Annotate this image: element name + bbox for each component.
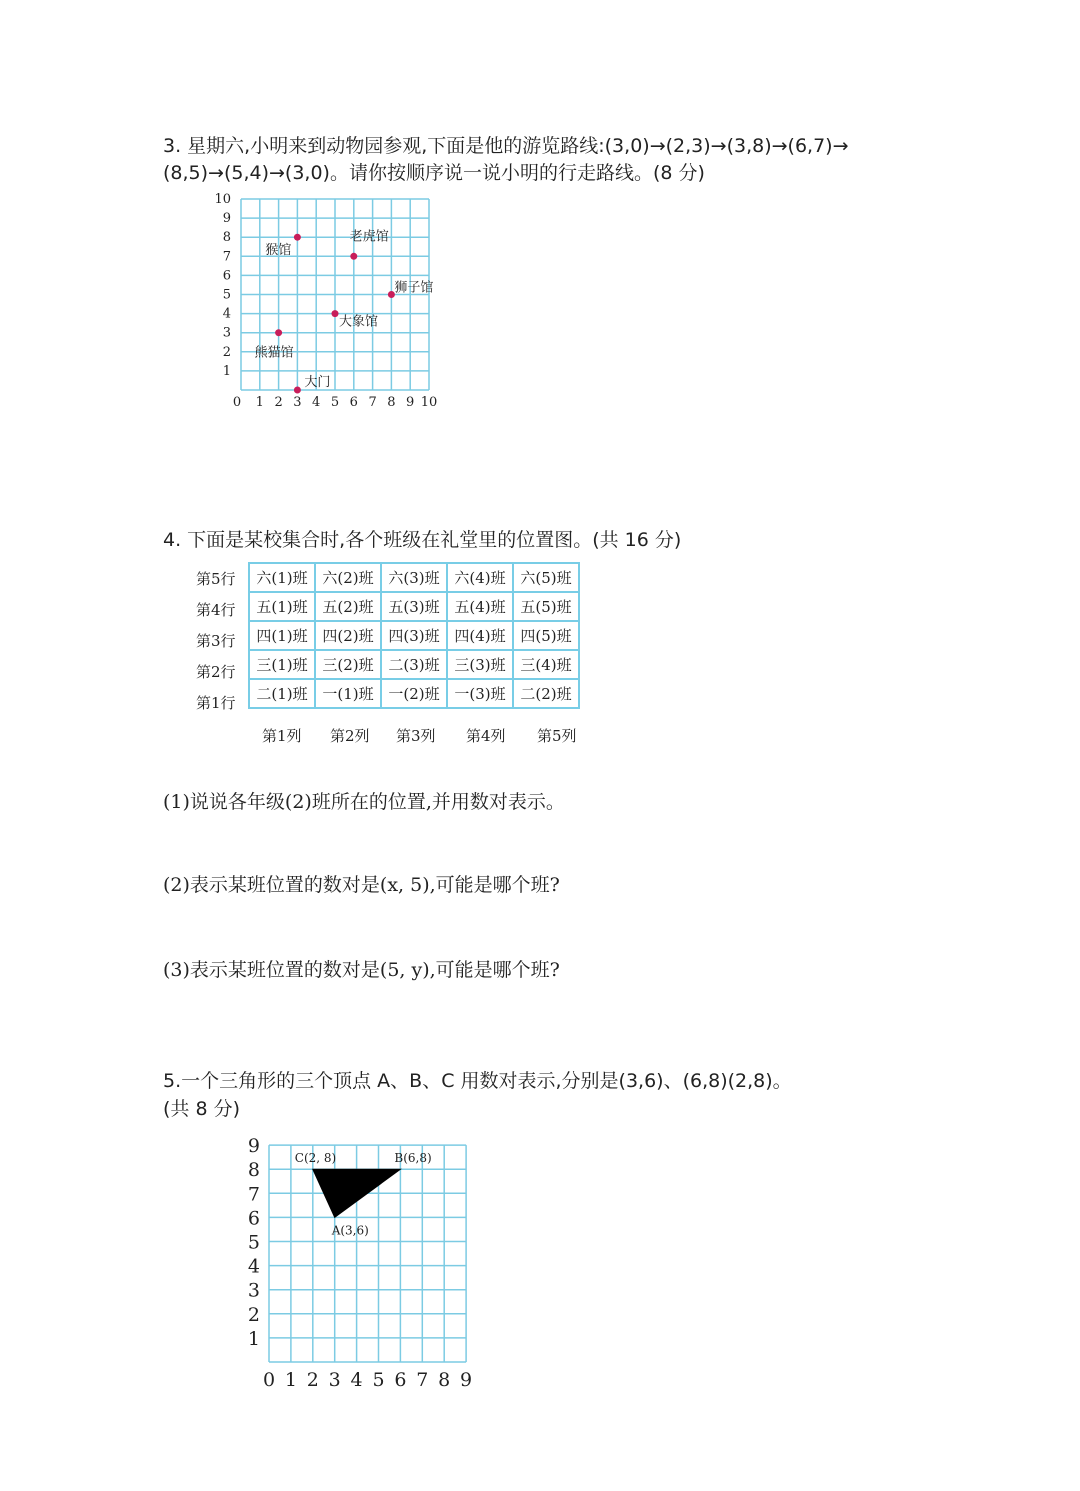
row-label-5: 第5行 xyxy=(196,570,236,588)
point-label: 大门 xyxy=(304,375,331,390)
x-tick-label: 8 xyxy=(438,1369,451,1391)
x-tick-label: 4 xyxy=(350,1369,363,1391)
table-cell: 四(2)班 xyxy=(315,621,381,650)
table-cell: 五(4)班 xyxy=(447,592,513,621)
table-cell: 四(5)班 xyxy=(513,621,579,650)
y-tick-label: 2 xyxy=(247,1303,260,1326)
q5-line1: 5.一个三角形的三个顶点 A、B、C 用数对表示,分别是(3,6)、(6,8)(2,8)。 xyxy=(163,1070,792,1092)
x-tick-label: 3 xyxy=(293,395,302,410)
x-tick-label: 3 xyxy=(328,1369,341,1391)
table-cell: 六(4)班 xyxy=(447,563,513,592)
y-tick-label: 1 xyxy=(222,363,231,379)
q4-sub3: (3)表示某班位置的数对是(5, y),可能是哪个班? xyxy=(163,959,560,981)
table-cell: 五(5)班 xyxy=(513,592,579,621)
x-tick-label: 9 xyxy=(460,1369,473,1391)
x-tick-label: 6 xyxy=(394,1369,407,1391)
point-label: 大象馆 xyxy=(339,314,379,330)
x-tick-label: 1 xyxy=(284,1369,297,1391)
y-tick-label: 7 xyxy=(247,1183,260,1206)
x-tick-label: 0 xyxy=(262,1369,276,1391)
table-cell: 四(1)班 xyxy=(249,621,315,650)
point-label: 熊猫馆 xyxy=(254,345,294,361)
table-cell: 二(2)班 xyxy=(513,679,579,708)
y-tick-label: 8 xyxy=(222,230,231,246)
col-label-4: 第4列 xyxy=(466,727,506,745)
vertex-label: B(6,8) xyxy=(394,1151,432,1166)
x-tick-label: 7 xyxy=(416,1369,429,1391)
q4-sub1: (1)说说各年级(2)班所在的位置,并用数对表示。 xyxy=(163,791,565,813)
x-tick-label: 7 xyxy=(368,395,377,410)
y-tick-label: 5 xyxy=(222,287,231,303)
y-tick-label: 1 xyxy=(247,1327,260,1350)
x-tick-label: 10 xyxy=(420,395,438,410)
q3-line1: 3. 星期六,小明来到动物园参观,下面是他的游览路线:(3,0)→(2,3)→(3,8)→(6,7)→ xyxy=(163,135,849,157)
y-tick-label: 2 xyxy=(222,344,231,360)
x-tick-label: 9 xyxy=(406,395,415,410)
table-cell: 五(1)班 xyxy=(249,592,315,621)
table-cell: 三(1)班 xyxy=(249,650,315,679)
q3-line2: (8,5)→(5,4)→(3,0)。请你按顺序说一说小明的行走路线。(8 分) xyxy=(163,162,705,184)
q4-sub2: (2)表示某班位置的数对是(x, 5),可能是哪个班? xyxy=(163,874,560,896)
table-cell: 三(2)班 xyxy=(315,650,381,679)
point-label: 狮子馆 xyxy=(394,280,434,296)
table-cell: 五(2)班 xyxy=(315,592,381,621)
x-tick-label: 8 xyxy=(387,395,396,410)
table-cell: 四(4)班 xyxy=(447,621,513,650)
col-label-1: 第1列 xyxy=(262,727,302,745)
q4-title: 4. 下面是某校集合时,各个班级在礼堂里的位置图。(共 16 分) xyxy=(163,529,682,551)
table-cell: 五(3)班 xyxy=(381,592,447,621)
x-tick-label: 4 xyxy=(312,395,321,410)
row-label-2: 第2行 xyxy=(196,663,236,681)
y-tick-label: 6 xyxy=(247,1207,260,1230)
vertex-label: A(3,6) xyxy=(331,1223,369,1238)
col-label-3: 第3列 xyxy=(396,727,436,745)
y-tick-label: 3 xyxy=(222,325,231,341)
x-tick-label: 5 xyxy=(330,395,340,410)
table-cell: 一(2)班 xyxy=(381,679,447,708)
y-tick-label: 9 xyxy=(222,211,231,227)
table-cell: 四(3)班 xyxy=(381,621,447,650)
y-tick-label: 6 xyxy=(222,268,231,284)
point-label: 猴馆 xyxy=(265,243,292,259)
table-cell: 六(3)班 xyxy=(381,563,447,592)
point-label: 老虎馆 xyxy=(349,229,389,245)
x-tick-label: 6 xyxy=(349,395,358,410)
q5-line2: (共 8 分) xyxy=(163,1098,240,1120)
table-cell: 六(2)班 xyxy=(315,563,381,592)
table-cell: 二(1)班 xyxy=(249,679,315,708)
table-cell: 二(3)班 xyxy=(381,650,447,679)
y-tick-label: 8 xyxy=(247,1159,260,1182)
table-cell: 六(5)班 xyxy=(513,563,579,592)
y-tick-label: 7 xyxy=(222,249,231,265)
table-cell: 一(1)班 xyxy=(315,679,381,708)
y-tick-label: 4 xyxy=(222,306,231,322)
x-tick-label: 1 xyxy=(255,395,264,410)
row-label-1: 第1行 xyxy=(196,694,236,712)
row-label-4: 第4行 xyxy=(196,601,236,619)
table-cell: 三(3)班 xyxy=(447,650,513,679)
col-label-2: 第2列 xyxy=(330,727,370,745)
y-tick-label: 3 xyxy=(247,1279,260,1302)
table-cell: 一(3)班 xyxy=(447,679,513,708)
x-tick-label: 2 xyxy=(306,1369,319,1391)
table-cell: 三(4)班 xyxy=(513,650,579,679)
table-cell: 六(1)班 xyxy=(249,563,315,592)
x-tick-label: 2 xyxy=(274,395,283,410)
y-tick-label: 5 xyxy=(247,1231,260,1254)
y-tick-label: 4 xyxy=(247,1255,260,1278)
x-tick-label: 5 xyxy=(372,1369,385,1391)
y-tick-label: 9 xyxy=(247,1135,260,1158)
row-label-3: 第3行 xyxy=(196,632,236,650)
vertex-label: C(2, 8) xyxy=(294,1151,337,1166)
x-tick-label: 0 xyxy=(232,395,242,410)
col-label-5: 第5列 xyxy=(537,727,577,745)
y-tick-label: 10 xyxy=(214,192,231,207)
